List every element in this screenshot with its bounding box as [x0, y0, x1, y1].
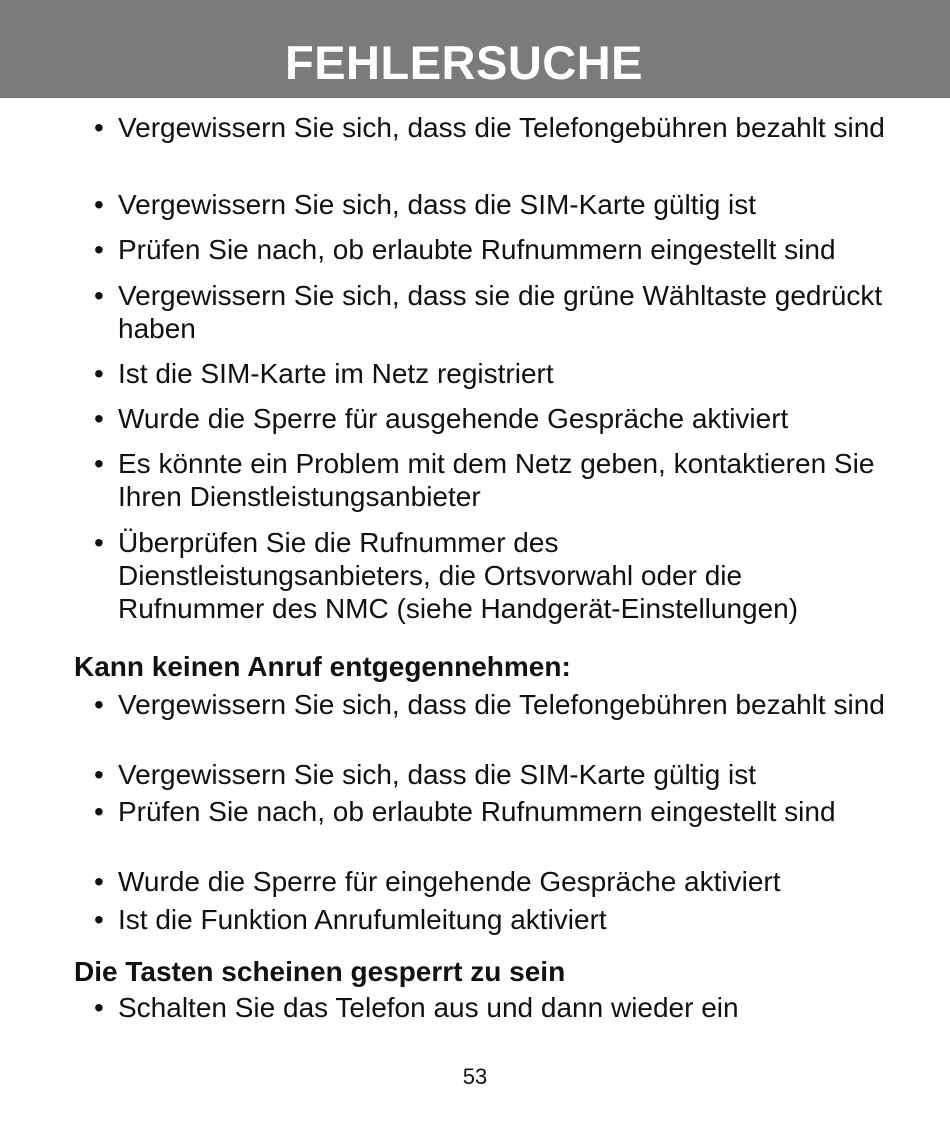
list-item: • Ist die SIM-Karte im Netz registriert — [118, 357, 888, 390]
list-item: • Prüfen Sie nach, ob erlaubte Rufnummern eingestellt sind — [118, 233, 888, 266]
page-number: 53 — [462, 1064, 488, 1089]
list-item: • Vergewissern Sie sich, dass sie die grüne Wähltaste gedrückt haben — [118, 279, 888, 345]
list-item: • Schalten Sie das Telefon aus und dann wieder ein — [118, 991, 888, 1024]
list-item: • Prüfen Sie nach, ob erlaubte Rufnummern eingestellt sind — [118, 796, 848, 827]
page-title: FEHLERSUCHE — [284, 36, 644, 89]
list-item: • Wurde die Sperre für eingehende Gespräche aktiviert — [118, 866, 888, 897]
list-item: • Vergewissern Sie sich, dass die SIM-Karte gültig ist — [118, 188, 888, 221]
list-item: • Überprüfen Sie die Rufnummer des Dienstleistungsanbieters, die Ortsvorwahl oder die Rufnummer des NMC (siehe Handgerät-Einstellungen) — [118, 526, 858, 625]
section-heading-incoming: Kann keinen Anruf entgegennehmen: — [74, 651, 571, 682]
list-item: • Es könnte ein Problem mit dem Netz geben, kontaktieren Sie Ihren Dienstleistungsanbieter — [118, 447, 888, 513]
list-item: • Vergewissern Sie sich, dass die Telefongebühren bezahlt sind — [118, 111, 888, 144]
section-heading-keys: Die Tasten scheinen gesperrt zu sein — [74, 956, 566, 987]
list-item: • Vergewissern Sie sich, dass die SIM-Karte gültig ist — [118, 759, 888, 790]
list-item: • Wurde die Sperre für ausgehende Gespräche aktiviert — [118, 402, 888, 435]
list-item: • Ist die Funktion Anrufumleitung aktiviert — [118, 904, 888, 935]
list-item: • Vergewissern Sie sich, dass die Telefongebühren bezahlt sind — [118, 689, 888, 720]
